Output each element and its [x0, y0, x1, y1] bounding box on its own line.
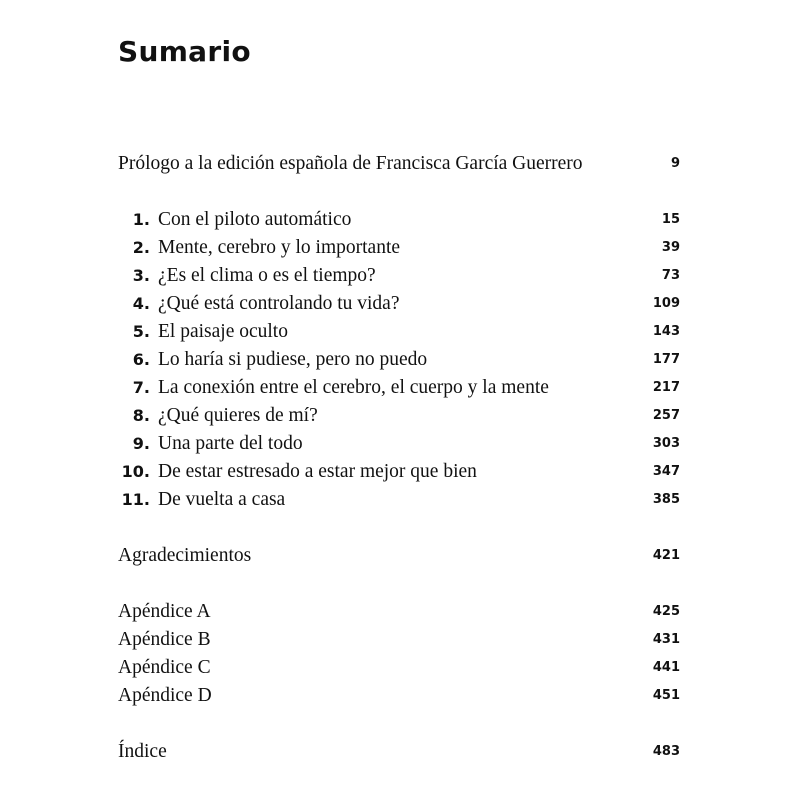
- toc-entry-title: ¿Es el clima o es el tiempo?: [158, 265, 376, 286]
- toc-entry-chapter-2: [0, 234, 800, 262]
- toc-entry-appendix-a: [0, 598, 800, 626]
- toc-entry-number: 1.: [132, 210, 150, 229]
- toc-entry-page: 483: [652, 744, 680, 759]
- toc-entry-page: 109: [652, 296, 680, 311]
- toc-entry-number: 4.: [132, 294, 150, 313]
- toc-entry-chapter-7: [0, 374, 800, 402]
- toc-entry-page: 39: [661, 240, 680, 255]
- toc-entry-page: 143: [652, 324, 680, 339]
- toc-entry-page: 217: [652, 380, 680, 395]
- toc-entry-page: 425: [652, 604, 680, 619]
- toc-entry-page: 177: [652, 352, 680, 367]
- toc-entry-page: 257: [652, 408, 680, 423]
- toc-entry-page: 451: [652, 688, 680, 703]
- toc-entry-number: 9.: [132, 434, 150, 453]
- toc-entry-chapter-9: [0, 430, 800, 458]
- toc-entry-page: 431: [652, 632, 680, 647]
- toc-entry-appendix-b: [0, 626, 800, 654]
- toc-entry-title: ¿Qué está controlando tu vida?: [158, 293, 400, 314]
- toc-entry-number: 2.: [132, 238, 150, 257]
- toc-entry-number: 5.: [132, 322, 150, 341]
- toc-entry-title: Agradecimientos: [118, 545, 252, 566]
- toc-entry-title: Mente, cerebro y lo importante: [158, 237, 401, 258]
- toc-entry-page: 347: [652, 464, 680, 479]
- toc-entry-title: Apéndice B: [118, 629, 211, 650]
- toc-entry-title: Prólogo a la edición española de Francisca García Guerrero: [118, 153, 583, 174]
- toc-entry-page: 441: [652, 660, 680, 675]
- toc-entry-title: Lo haría si pudiese, pero no puedo: [158, 349, 428, 370]
- toc-entry-page: 9: [670, 156, 680, 171]
- toc-entry-chapter-5: [0, 318, 800, 346]
- toc-entry-chapter-8: [0, 402, 800, 430]
- toc-entry-index: [0, 738, 800, 766]
- toc-entry-number: 11.: [121, 490, 150, 509]
- toc-entry-number: 10.: [121, 462, 150, 481]
- toc-entry-chapter-1: [0, 206, 800, 234]
- toc-entry-chapter-4: [0, 290, 800, 318]
- toc-entry-page: 15: [661, 212, 680, 227]
- toc-entry-title: La conexión entre el cerebro, el cuerpo y la mente: [158, 377, 549, 398]
- toc-entry-title: Índice: [118, 741, 167, 762]
- toc-entry-page: 385: [652, 492, 680, 507]
- toc-entry-page: 421: [652, 548, 680, 563]
- toc-entry-title: ¿Qué quieres de mí?: [158, 405, 318, 426]
- toc-entry-number: 6.: [132, 350, 150, 369]
- toc-entry-number: 7.: [132, 378, 150, 397]
- toc-entry-chapter-11: [0, 486, 800, 514]
- toc-entry-acknowledgements: [0, 542, 800, 570]
- toc-entry-title: Apéndice C: [118, 657, 211, 678]
- toc-entry-chapter-3: [0, 262, 800, 290]
- toc-entry-title: Apéndice D: [118, 685, 212, 706]
- toc-entry-title: De vuelta a casa: [158, 489, 286, 510]
- toc-entry-page: 73: [661, 268, 680, 283]
- toc-entry-page: 303: [652, 436, 680, 451]
- toc-entry-title: El paisaje oculto: [158, 321, 288, 342]
- toc-entry-appendix-d: [0, 682, 800, 710]
- toc-entry-chapter-10: [0, 458, 800, 486]
- toc-entry-number: 8.: [132, 406, 150, 425]
- toc-entry-appendix-c: [0, 654, 800, 682]
- toc-entry-title: Apéndice A: [118, 601, 211, 622]
- toc-entry-number: 3.: [132, 266, 150, 285]
- toc-entry-title: Con el piloto automático: [158, 209, 352, 230]
- toc-entry-title: De estar estresado a estar mejor que bien: [158, 461, 477, 482]
- toc-entry-chapter-6: [0, 346, 800, 374]
- page-title: Sumario: [118, 35, 251, 68]
- toc-entry-title: Una parte del todo: [158, 433, 303, 454]
- toc-entry-prologue: [0, 150, 800, 178]
